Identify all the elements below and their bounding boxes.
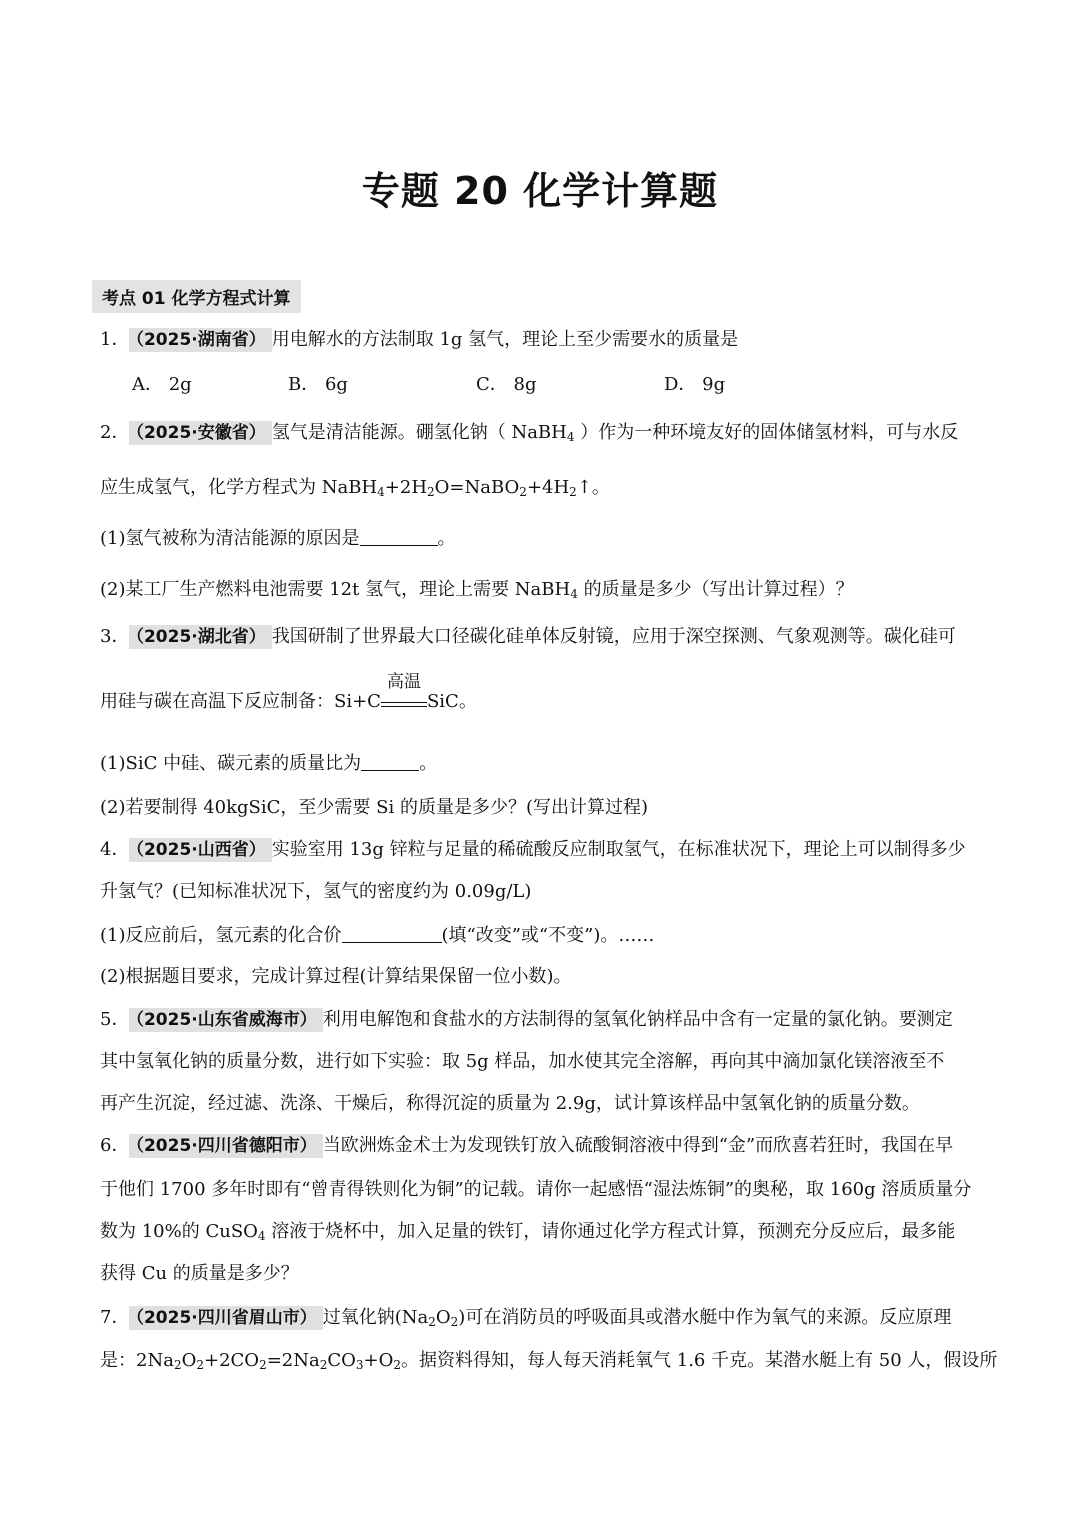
question-3-sub-2: (2)若要制得 40kgSiC，至少需要 Si 的质量是多少？(写出计算过程) xyxy=(100,797,648,818)
source-tag: （2025·四川省眉山市） xyxy=(129,1306,322,1330)
question-text: 实验室用 13g 锌粒与足量的稀硫酸反应制取氢气，在标准状况下，理论上可以制得多少 xyxy=(271,839,966,860)
question-text: (1)SiC 中硅、碳元素的质量比为 xyxy=(100,753,362,774)
question-6-line-4: 获得 Cu 的质量是多少？ xyxy=(100,1263,299,1284)
question-5-line-1 xyxy=(100,1008,990,1032)
subscript: 4 xyxy=(570,587,578,601)
question-text: 的质量是多少（写出计算过程）？ xyxy=(577,579,854,600)
question-text: 溶液于烧杯中，加入足量的铁钉，请你通过化学方程式计算，预测充分反应后，最多能 xyxy=(265,1221,956,1242)
question-text: +O xyxy=(363,1350,394,1371)
question-text: 我国研制了世界最大口径碳化硅单体反射镜，应用于深空探测、气象观测等。碳化硅可 xyxy=(271,626,956,647)
question-text: 过氧化钠(Na xyxy=(322,1307,429,1328)
question-6-line-1 xyxy=(100,1134,990,1158)
question-4-line-1 xyxy=(100,838,990,862)
subscript: 2 xyxy=(196,1358,204,1372)
question-text: CO xyxy=(327,1350,356,1371)
subscript: 4 xyxy=(377,485,385,499)
question-3-sub-1 xyxy=(100,752,990,776)
question-text: O xyxy=(435,1307,451,1328)
subscript: 2 xyxy=(450,1315,459,1329)
question-number: 5． xyxy=(100,1009,130,1030)
question-text: 应生成氢气，化学方程式为 NaBH xyxy=(100,477,378,498)
subscript: 2 xyxy=(427,485,435,499)
question-number: 4． xyxy=(100,839,130,860)
question-number: 6． xyxy=(100,1135,130,1156)
question-text: 利用电解饱和食盐水的方法制得的氢氧化钠样品中含有一定量的氯化钠。要测定 xyxy=(322,1009,953,1030)
question-text: 数为 10%的 CuSO xyxy=(100,1221,258,1242)
question-text: +4H xyxy=(526,477,570,498)
question-text: 用硅与碳在高温下反应制备：Si+C xyxy=(100,691,381,712)
question-7-line-1 xyxy=(100,1306,990,1334)
source-tag: （2025·湖南省） xyxy=(129,328,271,352)
question-6-line-3 xyxy=(100,1220,990,1248)
subscript: 4 xyxy=(257,1229,266,1243)
question-text: (2)某工厂生产燃料电池需要 12t 氢气，理论上需要 NaBH xyxy=(100,579,571,600)
question-4-line-2: 升氢气？(已知标准状况下，氢气的密度约为 0.09g/L) xyxy=(100,881,532,902)
question-2-line-1 xyxy=(100,421,990,449)
question-5-line-3: 再产生沉淀，经过滤、洗涤、干燥后，称得沉淀的质量为 2.9g，试计算该样品中氢氧化钠的质量分数。 xyxy=(100,1093,920,1114)
subscript: 2 xyxy=(259,1358,267,1372)
question-3-line-2 xyxy=(100,672,990,714)
question-text: +2H xyxy=(384,477,428,498)
question-text: ↑。 xyxy=(576,477,610,498)
question-2-sub-2 xyxy=(100,578,990,606)
question-1 xyxy=(100,328,990,352)
question-6-line-2: 于他们 1700 多年时即有“曾青得铁则化为铜”的记载。请你一起感悟“湿法炼铜”的奥秘，取 160g 溶质质量分 xyxy=(100,1179,972,1200)
source-tag: （2025·湖北省） xyxy=(129,625,271,649)
question-text: )可在消防员的呼吸面具或潜水艇中作为氧气的来源。反应原理 xyxy=(458,1307,952,1328)
question-text: +2CO xyxy=(203,1350,260,1371)
question-7-line-2 xyxy=(100,1349,998,1377)
question-text: O xyxy=(181,1350,197,1371)
question-5-line-2: 其中氢氧化钠的质量分数，进行如下实验：取 5g 样品，加水使其完全溶解，再向其中滴加氯化镁溶液至不 xyxy=(100,1051,945,1072)
question-text: 。 xyxy=(419,753,438,774)
section-heading: 考点 01 化学方程式计算 xyxy=(92,280,301,313)
question-4-sub-2: (2)根据题目要求，完成计算过程(计算结果保留一位小数)。 xyxy=(100,966,572,987)
subscript: 3 xyxy=(355,1358,364,1372)
subscript: 2 xyxy=(519,485,527,499)
subscript: 2 xyxy=(319,1358,328,1372)
answer-blank[interactable] xyxy=(360,527,438,546)
answer-blank[interactable] xyxy=(361,752,419,771)
question-text: ）作为一种环境友好的固体储氢材料，可与水反 xyxy=(574,422,959,443)
question-text: (1)反应前后，氢元素的化合价 xyxy=(100,925,342,946)
question-2-line-2 xyxy=(100,476,990,504)
question-3-line-1 xyxy=(100,625,990,649)
question-text: 氢气是清洁能源。硼氢化钠（ NaBH xyxy=(271,422,567,443)
source-tag: （2025·四川省德阳市） xyxy=(129,1134,322,1158)
question-text: =2Na xyxy=(266,1350,320,1371)
question-4-sub-1 xyxy=(100,924,990,948)
source-tag: （2025·山西省） xyxy=(129,838,271,862)
answer-blank[interactable] xyxy=(342,924,442,943)
question-number: 7． xyxy=(100,1307,130,1328)
question-text: 用电解水的方法制取 1g 氢气，理论上至少需要水的质量是 xyxy=(271,329,739,350)
source-tag: （2025·山东省威海市） xyxy=(129,1008,322,1032)
option-a: A． 2g xyxy=(132,374,192,395)
reaction-condition xyxy=(381,672,427,707)
condition-label: 高温 xyxy=(386,672,421,692)
equals-sign xyxy=(381,702,427,707)
subscript: 4 xyxy=(566,430,575,444)
question-2-sub-1 xyxy=(100,527,990,551)
option-d: D． 9g xyxy=(664,374,726,395)
question-number: 3． xyxy=(100,626,130,647)
source-tag: （2025·安徽省） xyxy=(129,421,271,445)
subscript: 2 xyxy=(393,1358,402,1372)
page-title: 专题 20 化学计算题 xyxy=(361,169,719,213)
question-text: (1)氢气被称为清洁能源的原因是 xyxy=(100,528,360,549)
option-c: C． 8g xyxy=(476,374,537,395)
option-b: B． 6g xyxy=(288,374,348,395)
question-number: 1． xyxy=(100,329,130,350)
subscript: 2 xyxy=(569,485,577,499)
question-text: O=NaBO xyxy=(434,477,520,498)
subscript: 2 xyxy=(428,1315,436,1329)
question-text: 当欧洲炼金术士为发现铁钉放入硫酸铜溶液中得到“金”而欣喜若狂时，我国在早 xyxy=(322,1135,954,1156)
question-text: (填“改变”或“不变”)。…… xyxy=(441,925,655,946)
question-text: 是：2Na xyxy=(100,1350,174,1371)
subscript: 2 xyxy=(173,1358,182,1372)
question-text: SiC。 xyxy=(426,691,477,712)
question-text: 。据资料得知，每人每天消耗氧气 1.6 千克。某潜水艇上有 50 人，假设所 xyxy=(401,1350,998,1371)
question-text: 。 xyxy=(437,528,456,549)
question-number: 2． xyxy=(100,422,130,443)
